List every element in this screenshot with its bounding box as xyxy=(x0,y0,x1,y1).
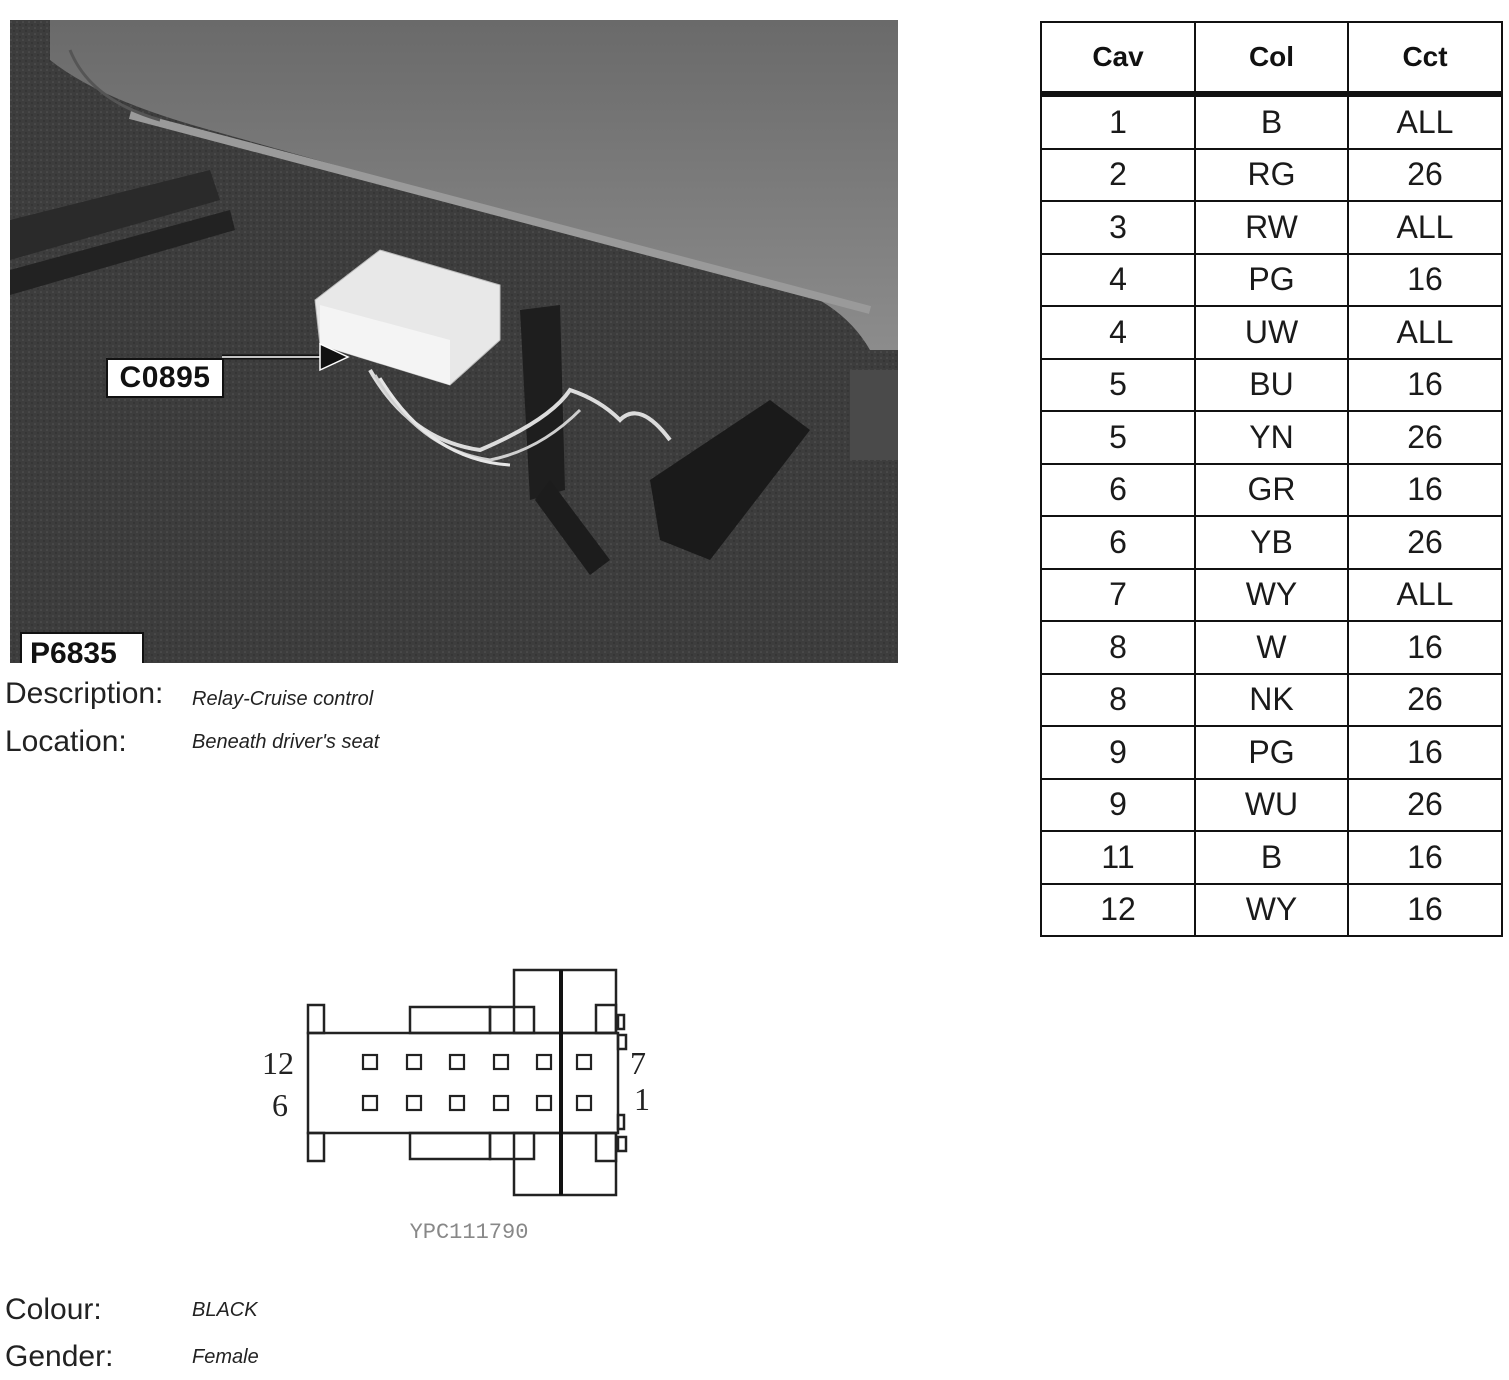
cav-cell: 6 xyxy=(1041,464,1195,517)
cavity-2 xyxy=(537,1096,551,1110)
bottom-rib-mid xyxy=(490,1133,534,1159)
header-cav: Cav xyxy=(1041,22,1195,94)
col-cell: GR xyxy=(1195,464,1348,517)
cct-cell: 16 xyxy=(1348,621,1502,674)
col-cell: RG xyxy=(1195,149,1348,202)
cav-cell: 7 xyxy=(1041,569,1195,622)
top-rib-left xyxy=(410,1007,490,1033)
table-row xyxy=(1041,516,1502,569)
cav-cell: 1 xyxy=(1041,94,1195,149)
gender-value: Female xyxy=(192,1346,259,1368)
cct-cell: 16 xyxy=(1348,359,1502,412)
cav-cell: 9 xyxy=(1041,779,1195,832)
table-row xyxy=(1041,201,1502,254)
cct-cell: 16 xyxy=(1348,884,1502,937)
cavity-9 xyxy=(494,1055,508,1069)
cct-cell: 26 xyxy=(1348,411,1502,464)
col-cell: W xyxy=(1195,621,1348,674)
cav-cell: 3 xyxy=(1041,201,1195,254)
bottom-housing xyxy=(514,1133,616,1195)
right-latch-top xyxy=(596,1005,616,1033)
col-cell: WU xyxy=(1195,779,1348,832)
cavity-4 xyxy=(450,1096,464,1110)
cct-cell: 16 xyxy=(1348,831,1502,884)
cav-cell: 9 xyxy=(1041,726,1195,779)
location-photo xyxy=(10,20,898,663)
col-cell: YN xyxy=(1195,411,1348,464)
table-row xyxy=(1041,94,1502,149)
col-cell: BU xyxy=(1195,359,1348,412)
pin-table xyxy=(1040,21,1503,937)
table-row xyxy=(1041,674,1502,727)
col-cell: YB xyxy=(1195,516,1348,569)
cav-cell: 5 xyxy=(1041,359,1195,412)
pin-label-6: 6 xyxy=(272,1087,288,1123)
description-label: Description: xyxy=(5,677,164,710)
col-cell: B xyxy=(1195,831,1348,884)
col-cell: PG xyxy=(1195,254,1348,307)
cct-cell: 26 xyxy=(1348,516,1502,569)
col-cell: WY xyxy=(1195,569,1348,622)
cav-cell: 8 xyxy=(1041,621,1195,674)
col-cell: WY xyxy=(1195,884,1348,937)
col-cell: NK xyxy=(1195,674,1348,727)
location-value: Beneath driver's seat xyxy=(192,731,380,753)
cavity-7 xyxy=(577,1055,591,1069)
cct-cell: 26 xyxy=(1348,779,1502,832)
connector-callout-label: C0895 xyxy=(106,358,224,398)
cavity-6 xyxy=(363,1096,377,1110)
col-cell: UW xyxy=(1195,306,1348,359)
cav-cell: 4 xyxy=(1041,306,1195,359)
cct-cell: ALL xyxy=(1348,94,1502,149)
table-row xyxy=(1041,149,1502,202)
table-row xyxy=(1041,569,1502,622)
table-row xyxy=(1041,779,1502,832)
cav-cell: 4 xyxy=(1041,254,1195,307)
table-row xyxy=(1041,726,1502,779)
colour-label: Colour: xyxy=(5,1293,102,1326)
cav-cell: 12 xyxy=(1041,884,1195,937)
pin-label-1: 1 xyxy=(634,1081,650,1117)
right-nub-1 xyxy=(618,1015,624,1029)
bottom-rib-left xyxy=(410,1133,490,1159)
colour-value: BLACK xyxy=(192,1299,258,1321)
cavity-8 xyxy=(537,1055,551,1069)
cct-cell: 16 xyxy=(1348,726,1502,779)
right-nub-3 xyxy=(618,1115,624,1129)
right-nub-2 xyxy=(618,1035,626,1049)
cct-cell: ALL xyxy=(1348,201,1502,254)
pin-label-12: 12 xyxy=(262,1045,294,1081)
top-housing xyxy=(514,970,616,1033)
cavity-5 xyxy=(407,1096,421,1110)
cav-cell: 2 xyxy=(1041,149,1195,202)
cct-cell: 16 xyxy=(1348,254,1502,307)
cct-cell: ALL xyxy=(1348,569,1502,622)
cav-cell: 6 xyxy=(1041,516,1195,569)
photo-id-label: P6835 xyxy=(20,632,144,663)
pin-label-7: 7 xyxy=(630,1045,646,1081)
top-rib-mid xyxy=(490,1007,534,1033)
photo-illustration xyxy=(10,20,898,663)
cavity-11 xyxy=(407,1055,421,1069)
header-col: Col xyxy=(1195,22,1348,94)
table-row xyxy=(1041,831,1502,884)
table-row xyxy=(1041,464,1502,517)
table-row xyxy=(1041,254,1502,307)
part-number: YPC111790 xyxy=(409,1220,529,1245)
table-row xyxy=(1041,359,1502,412)
right-latch-bottom xyxy=(596,1133,616,1161)
right-nub-4 xyxy=(618,1137,626,1151)
table-row xyxy=(1041,411,1502,464)
col-cell: B xyxy=(1195,94,1348,149)
cav-cell: 11 xyxy=(1041,831,1195,884)
cavity-10 xyxy=(450,1055,464,1069)
cct-cell: 26 xyxy=(1348,149,1502,202)
location-label: Location: xyxy=(5,725,127,758)
col-cell: RW xyxy=(1195,201,1348,254)
left-latch-top xyxy=(308,1005,324,1033)
cav-cell: 5 xyxy=(1041,411,1195,464)
header-cct: Cct xyxy=(1348,22,1502,94)
left-latch-bottom xyxy=(308,1133,324,1161)
col-cell: PG xyxy=(1195,726,1348,779)
cav-cell: 8 xyxy=(1041,674,1195,727)
cct-cell: 16 xyxy=(1348,464,1502,517)
cavity-1 xyxy=(577,1096,591,1110)
connector-face-diagram xyxy=(250,960,670,1205)
connector-body xyxy=(308,1033,618,1133)
cct-cell: ALL xyxy=(1348,306,1502,359)
pin-table-header-row xyxy=(1041,22,1502,94)
table-row xyxy=(1041,306,1502,359)
gender-label: Gender: xyxy=(5,1340,114,1373)
description-value: Relay-Cruise control xyxy=(192,688,374,710)
cavity-3 xyxy=(494,1096,508,1110)
cavity-12 xyxy=(363,1055,377,1069)
table-row xyxy=(1041,621,1502,674)
cct-cell: 26 xyxy=(1348,674,1502,727)
table-row xyxy=(1041,884,1502,937)
